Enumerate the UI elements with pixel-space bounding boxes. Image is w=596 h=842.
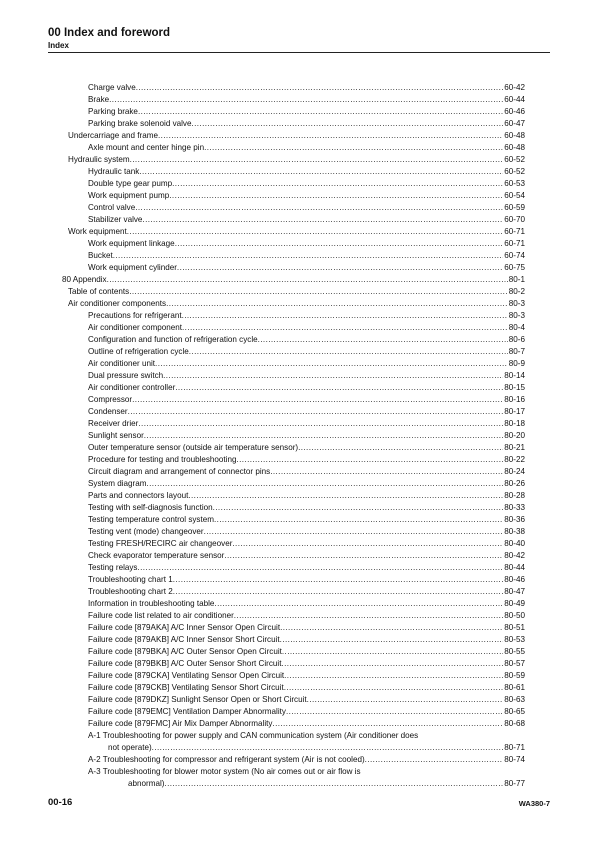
toc-entry-title: Check evaporator temperature sensor [88, 551, 225, 560]
toc-entry[interactable] [48, 298, 525, 310]
toc-entry[interactable] [48, 706, 525, 718]
toc-entry[interactable] [48, 382, 525, 394]
toc-entry-page: 80-42 [504, 551, 525, 560]
toc-entry-title: Hydraulic tank [88, 167, 140, 176]
toc-entry-page: 80-59 [504, 671, 525, 680]
toc-leader-dots [175, 382, 503, 394]
toc-entry-title: Testing vent (mode) changeover [88, 527, 204, 536]
toc-entry[interactable] [48, 502, 525, 514]
toc-entry-page: 80-14 [504, 371, 525, 380]
toc-entry[interactable] [48, 622, 525, 634]
toc-entry-title: Double type gear pump [88, 179, 173, 188]
toc-entry-title: Testing temperature control system [88, 515, 214, 524]
toc-entry-title: Failure code [879CKB] Ventilating Sensor Short Circuit [88, 683, 284, 692]
toc-entry-title: Axle mount and center hinge pin [88, 143, 205, 152]
toc-leader-dots [236, 454, 503, 466]
toc-entry-title: Testing with self-diagnosis function [88, 503, 213, 512]
toc-entry[interactable] [48, 178, 525, 190]
toc-entry[interactable] [48, 154, 525, 166]
toc-entry-title: Stabilizer valve [88, 215, 143, 224]
toc-entry-title: Sunlight sensor [88, 431, 144, 440]
table-of-contents [48, 82, 525, 790]
toc-leader-dots [182, 322, 508, 334]
toc-entry[interactable] [48, 358, 525, 370]
toc-entry[interactable] [48, 514, 525, 526]
toc-leader-dots [286, 706, 503, 718]
toc-entry-page: 80-49 [504, 599, 525, 608]
toc-entry-page: 80-3 [508, 299, 525, 308]
toc-leader-dots [191, 118, 503, 130]
toc-entry-title: Failure code list related to air conditioner [88, 611, 234, 620]
toc-entry[interactable] [48, 322, 525, 334]
toc-entry[interactable] [48, 418, 525, 430]
toc-entry-page: 80-4 [508, 323, 525, 332]
toc-leader-dots [139, 166, 503, 178]
toc-entry-page: 80-51 [504, 623, 525, 632]
toc-entry[interactable] [48, 730, 525, 742]
toc-entry-title: Testing relays [88, 563, 138, 572]
toc-leader-dots [155, 358, 508, 370]
toc-entry[interactable] [48, 766, 525, 778]
toc-entry-page: 80-74 [504, 755, 525, 764]
toc-leader-dots [169, 190, 503, 202]
toc-entry[interactable] [48, 718, 525, 730]
toc-entry[interactable] [48, 142, 525, 154]
toc-entry-title: Information in troubleshooting table [88, 599, 215, 608]
toc-entry[interactable] [48, 598, 525, 610]
toc-entry-title: Failure code [879DKZ] Sunlight Sensor Open or Short Circuit [88, 695, 307, 704]
toc-leader-dots [182, 310, 508, 322]
toc-entry-page: 80-44 [504, 563, 525, 572]
toc-leader-dots [166, 298, 508, 310]
toc-entry[interactable] [48, 106, 525, 118]
toc-leader-dots [138, 418, 503, 430]
toc-entry-title: Receiver drier [88, 419, 139, 428]
toc-entry-title: Circuit diagram and arrangement of connector pins [88, 467, 271, 476]
toc-entry-title: Outline of refrigeration cycle [88, 347, 189, 356]
toc-leader-dots [298, 442, 503, 454]
toc-entry-page: 80-50 [504, 611, 525, 620]
toc-entry-page: 80-1 [508, 275, 525, 284]
toc-entry[interactable] [48, 262, 525, 274]
toc-entry-title: Troubleshooting chart 1 [88, 575, 173, 584]
toc-entry-title: Procedure for testing and troubleshooting [88, 455, 237, 464]
toc-entry[interactable] [48, 574, 525, 586]
toc-entry-page: 80-22 [504, 455, 525, 464]
toc-entry[interactable] [48, 778, 525, 790]
toc-entry[interactable] [48, 370, 525, 382]
toc-entry-page: 80-6 [508, 335, 525, 344]
toc-entry-page: 80-55 [504, 647, 525, 656]
toc-leader-dots [163, 370, 503, 382]
section-subtitle: Index [48, 41, 69, 50]
toc-entry[interactable] [48, 334, 525, 346]
toc-leader-dots [113, 250, 504, 262]
toc-entry[interactable] [48, 526, 525, 538]
toc-entry-page: 80-46 [504, 575, 525, 584]
toc-leader-dots [173, 586, 504, 598]
toc-entry-page: 80-63 [504, 695, 525, 704]
toc-entry-page: 80-33 [504, 503, 525, 512]
toc-entry-page: 60-47 [504, 119, 525, 128]
toc-entry-page: 80-17 [504, 407, 525, 416]
toc-entry[interactable] [48, 394, 525, 406]
toc-entry-page: 80-9 [508, 359, 525, 368]
toc-entry-page: 80-20 [504, 431, 525, 440]
toc-entry-title: Failure code [879FMC] Air Mix Damper Abnormality [88, 719, 273, 728]
toc-entry[interactable] [48, 586, 525, 598]
toc-entry-title: Failure code [879BKB] A/C Outer Sensor Short Circuit [88, 659, 282, 668]
toc-entry[interactable] [48, 478, 525, 490]
toc-entry-title: 80 Appendix [62, 275, 107, 284]
toc-leader-dots [281, 658, 503, 670]
toc-leader-dots [258, 334, 508, 346]
toc-leader-dots [135, 202, 503, 214]
toc-leader-dots [130, 154, 504, 166]
toc-entry[interactable] [48, 118, 525, 130]
toc-entry-title: Configuration and function of refrigeration cycle [88, 335, 258, 344]
toc-entry-title: not operate) [108, 743, 152, 752]
toc-entry-title: Air conditioner controller [88, 383, 176, 392]
toc-entry[interactable] [48, 694, 525, 706]
toc-entry[interactable] [48, 538, 525, 550]
toc-entry-page: 60-52 [504, 167, 525, 176]
toc-entry-page: 80-71 [504, 743, 525, 752]
toc-entry[interactable] [48, 250, 525, 262]
toc-entry-page: 80-68 [504, 719, 525, 728]
toc-leader-dots [164, 778, 503, 790]
toc-leader-dots [129, 286, 508, 298]
toc-entry-page: 80-53 [504, 635, 525, 644]
toc-entry[interactable] [48, 658, 525, 670]
toc-entry-page: 60-59 [504, 203, 525, 212]
toc-entry[interactable] [48, 670, 525, 682]
toc-entry-page: 80-16 [504, 395, 525, 404]
toc-leader-dots [214, 598, 503, 610]
toc-entry[interactable] [48, 742, 525, 754]
toc-entry-page: 60-71 [504, 227, 525, 236]
toc-entry-title: Air conditioner components [68, 299, 167, 308]
toc-entry-title: Failure code [879AKB] A/C Inner Sensor Short Circuit [88, 635, 280, 644]
toc-leader-dots [109, 94, 503, 106]
toc-entry-page: 80-38 [504, 527, 525, 536]
toc-entry-page: 80-47 [504, 587, 525, 596]
toc-entry-page: 60-70 [504, 215, 525, 224]
toc-entry[interactable] [48, 226, 525, 238]
toc-leader-dots [142, 214, 503, 226]
toc-entry[interactable] [48, 82, 525, 94]
toc-leader-dots [152, 742, 504, 754]
toc-leader-dots [204, 526, 504, 538]
toc-entry-title: Work equipment linkage [88, 239, 175, 248]
toc-entry-title: Undercarriage and frame [68, 131, 158, 140]
toc-entry-page: 60-53 [504, 179, 525, 188]
toc-leader-dots [132, 394, 503, 406]
toc-entry-title: Work equipment [68, 227, 127, 236]
toc-entry-page: 60-71 [504, 239, 525, 248]
toc-leader-dots [232, 538, 503, 550]
toc-entry-title: Dual pressure switch [88, 371, 164, 380]
toc-leader-dots [189, 346, 508, 358]
toc-leader-dots [213, 502, 504, 514]
toc-entry-page: 80-40 [504, 539, 525, 548]
toc-entry-title: Control valve [88, 203, 136, 212]
toc-leader-dots [280, 622, 503, 634]
toc-entry-title: Table of contents [68, 287, 130, 296]
toc-entry[interactable] [48, 466, 525, 478]
toc-entry-title: System diagram [88, 479, 147, 488]
toc-entry[interactable] [48, 406, 525, 418]
toc-leader-dots [146, 478, 503, 490]
toc-entry[interactable] [48, 754, 525, 766]
toc-entry-title: Testing FRESH/RECIRC air changeover [88, 539, 233, 548]
toc-entry[interactable] [48, 646, 525, 658]
toc-leader-dots [158, 130, 503, 142]
toc-entry[interactable] [48, 550, 525, 562]
toc-leader-dots [127, 226, 504, 238]
toc-entry[interactable] [48, 130, 525, 142]
toc-entry-title: Failure code [879CKA] Ventilating Sensor Open Circuit [88, 671, 285, 680]
toc-entry[interactable] [48, 634, 525, 646]
page-number: 00-16 [48, 797, 73, 808]
toc-leader-dots [361, 766, 524, 778]
toc-entry-page: 80-15 [504, 383, 525, 392]
toc-entry-title: Troubleshooting chart 2 [88, 587, 173, 596]
toc-entry-title: A-1 Troubleshooting for power supply and CAN communication system (Air conditioner does [88, 731, 419, 740]
toc-entry-title: Compressor [88, 395, 133, 404]
toc-entry[interactable] [48, 442, 525, 454]
toc-entry[interactable] [48, 562, 525, 574]
toc-entry-page: 60-42 [504, 83, 525, 92]
toc-leader-dots [234, 610, 504, 622]
toc-leader-dots [224, 550, 503, 562]
toc-entry-page: 60-54 [504, 191, 525, 200]
toc-entry-page: 80-77 [504, 779, 525, 788]
toc-entry[interactable] [48, 94, 525, 106]
toc-entry[interactable] [48, 310, 525, 322]
toc-entry-page: 80-36 [504, 515, 525, 524]
toc-entry[interactable] [48, 166, 525, 178]
page-header [48, 27, 170, 51]
toc-leader-dots [188, 490, 503, 502]
toc-entry[interactable] [48, 346, 525, 358]
toc-leader-dots [272, 718, 503, 730]
toc-entry-page: 60-48 [504, 143, 525, 152]
toc-leader-dots [177, 262, 503, 274]
toc-entry[interactable] [48, 274, 525, 286]
toc-leader-dots [107, 274, 508, 286]
toc-entry-page: 80-2 [508, 287, 525, 296]
toc-entry-title: Work equipment cylinder [88, 263, 177, 272]
toc-entry[interactable] [48, 214, 525, 226]
toc-entry-title: Failure code [879EMC] Ventilation Damper Abnormality [88, 707, 286, 716]
toc-entry-title: Parts and connectors layout [88, 491, 189, 500]
toc-leader-dots [136, 82, 504, 94]
toc-entry[interactable] [48, 190, 525, 202]
toc-entry-page: 80-61 [504, 683, 525, 692]
toc-leader-dots [282, 646, 503, 658]
toc-entry[interactable] [48, 454, 525, 466]
toc-leader-dots [138, 106, 503, 118]
toc-leader-dots [204, 142, 503, 154]
toc-entry-page [524, 730, 525, 742]
toc-entry-page: 80-28 [504, 491, 525, 500]
toc-entry-page: 80-3 [508, 311, 525, 320]
toc-leader-dots [214, 514, 503, 526]
toc-entry-title: Brake [88, 95, 110, 104]
toc-leader-dots [173, 574, 504, 586]
toc-entry-page: 80-24 [504, 467, 525, 476]
toc-entry[interactable] [48, 682, 525, 694]
header-divider [48, 52, 550, 53]
toc-leader-dots [284, 682, 504, 694]
toc-leader-dots [270, 466, 503, 478]
toc-leader-dots [284, 670, 503, 682]
toc-entry-title: Outer temperature sensor (outside air temperature sensor) [88, 443, 299, 452]
toc-leader-dots [172, 178, 503, 190]
toc-entry-title: Work equipment pump [88, 191, 170, 200]
toc-leader-dots [175, 238, 504, 250]
toc-entry-page: 60-46 [504, 107, 525, 116]
toc-entry-page: 80-21 [504, 443, 525, 452]
model-code: WA380-7 [518, 799, 550, 808]
toc-leader-dots [418, 730, 524, 742]
toc-entry-page: 80-18 [504, 419, 525, 428]
toc-entry-page [524, 766, 525, 778]
toc-entry-page: 80-57 [504, 659, 525, 668]
toc-leader-dots [365, 754, 504, 766]
toc-leader-dots [307, 694, 504, 706]
toc-entry-page: 60-44 [504, 95, 525, 104]
toc-entry-page: 80-26 [504, 479, 525, 488]
toc-entry[interactable] [48, 286, 525, 298]
toc-leader-dots [144, 430, 504, 442]
toc-entry-page: 80-7 [508, 347, 525, 356]
toc-entry-title: Charge valve [88, 83, 136, 92]
toc-entry-page: 60-48 [504, 131, 525, 140]
toc-entry-title: A-3 Troubleshooting for blower motor system (No air comes out or air flow is [88, 767, 361, 776]
toc-entry-page: 80-65 [504, 707, 525, 716]
toc-entry-title: Parking brake [88, 107, 138, 116]
toc-entry-title: Precautions for refrigerant [88, 311, 182, 320]
toc-entry-title: Air conditioner unit [88, 359, 156, 368]
toc-entry-title: Bucket [88, 251, 113, 260]
toc-leader-dots [128, 406, 504, 418]
toc-entry-title: Hydraulic system [68, 155, 130, 164]
toc-entry-title: Parking brake solenoid valve [88, 119, 192, 128]
toc-entry-page: 60-74 [504, 251, 525, 260]
toc-leader-dots [137, 562, 503, 574]
toc-entry[interactable] [48, 430, 525, 442]
toc-entry[interactable] [48, 610, 525, 622]
toc-entry-title: abnormal) [128, 779, 165, 788]
toc-entry-title: Failure code [879AKA] A/C Inner Sensor Open Circuit [88, 623, 281, 632]
toc-entry[interactable] [48, 238, 525, 250]
toc-entry-title: Failure code [879BKA] A/C Outer Sensor Open Circuit [88, 647, 282, 656]
toc-entry[interactable] [48, 202, 525, 214]
toc-entry-title: Air conditioner component [88, 323, 183, 332]
toc-entry-page: 60-75 [504, 263, 525, 272]
toc-entry-title: A-2 Troubleshooting for compressor and refrigerant system (Air is not cooled) [88, 755, 365, 764]
toc-entry-title: Condenser [88, 407, 128, 416]
section-title: 00 Index and foreword [48, 27, 171, 39]
toc-entry-page: 60-52 [504, 155, 525, 164]
toc-entry[interactable] [48, 490, 525, 502]
toc-leader-dots [280, 634, 504, 646]
